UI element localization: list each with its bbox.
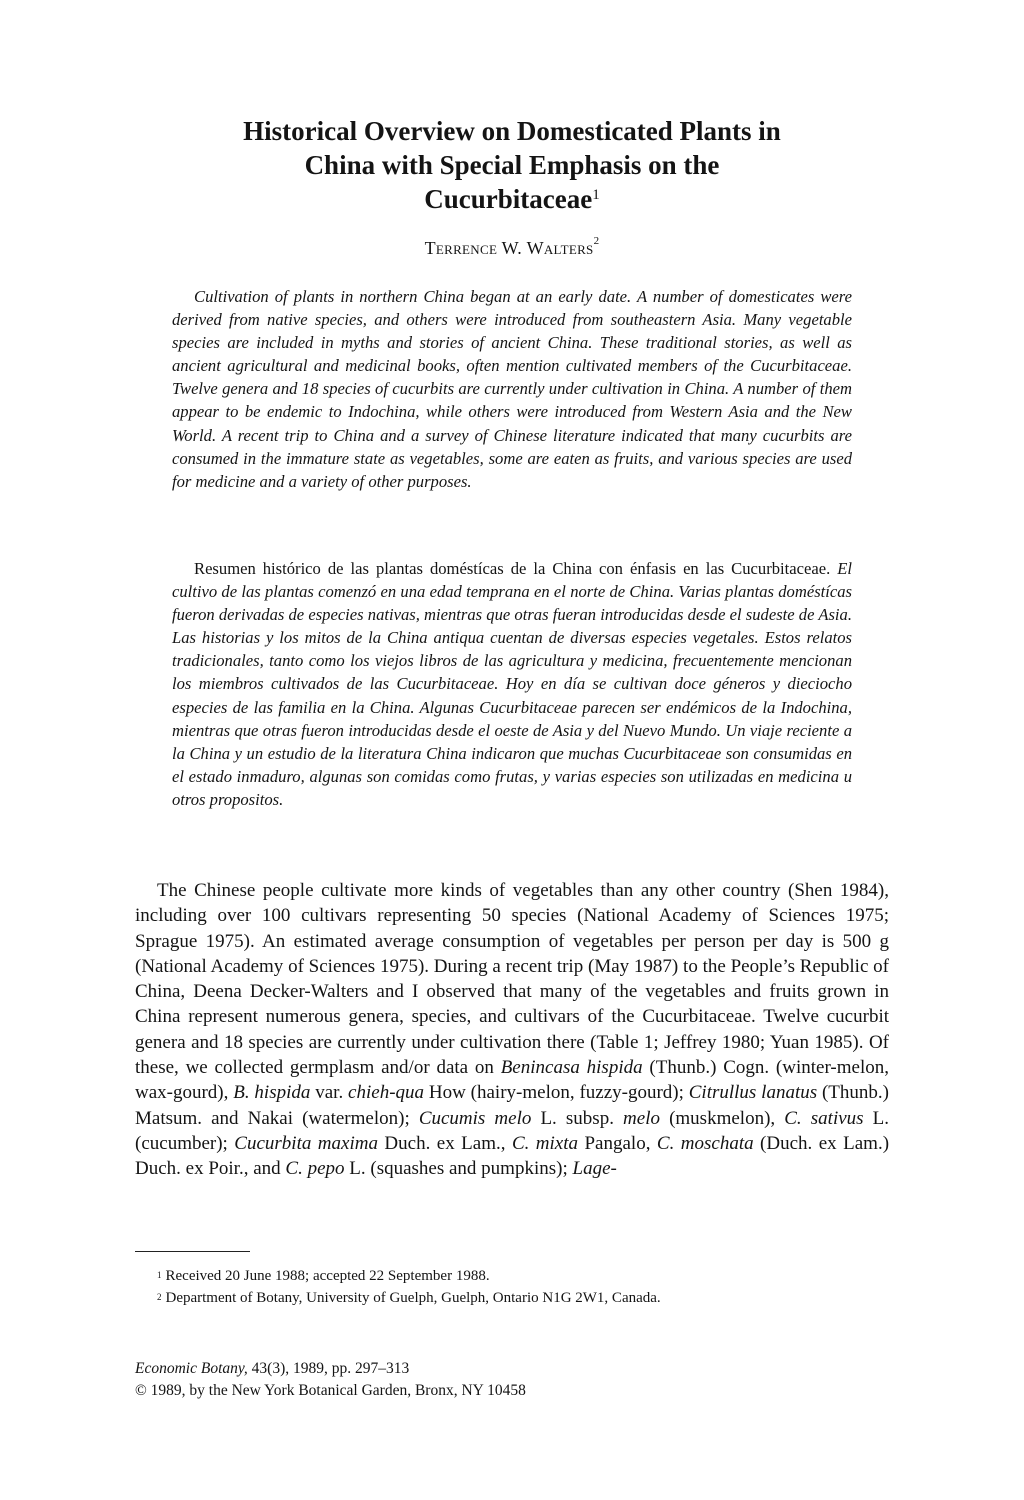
footnote-1 [157,1265,877,1287]
body-paragraph [135,878,889,1182]
species-name: C. pepo [285,1158,345,1180]
author-name: Terrence W. Walters [424,238,594,258]
species-name: Cucurbita maxima [234,1132,378,1154]
species-name: B. hispida [233,1082,311,1104]
body-text: L. subsp. [531,1107,624,1129]
footnotes [157,1265,877,1309]
species-name: C. moschata [656,1132,754,1154]
title-line-1: Historical Overview on Domesticated Plants in [243,116,781,146]
body-text: L. (squashes and pumpkins); [344,1158,573,1180]
copyright-line: © 1989, by the New York Botanical Garden, Bronx, NY 10458 [135,1382,526,1399]
abstract: Cultivation of plants in northern China began at an early date. A number of domesticates were derived from native species, and others were introduced from southeastern Asia. Many vegetable species are included in myths and stories of ancient China. These traditional stories, as well as ancient agricultural and medicinal books, often mention cultivated members of the Cucurbitaceae. Twelve genera and 18 species of cucurbits are currently under cultivation in China. A number of them appear to be endemic to Indochina, while others were introduced from Western Asia and the New World. A recent trip to China and a survey of Chinese literature indicated that many cucurbits are consumed in the immature state as vegetables, some are eaten as fruits, and various species are used for medicine and a variety of other purposes. [172,287,852,491]
footnote-text: Department of Botany, University of Guelph, Guelph, Ontario N1G 2W1, Canada. [165,1290,661,1306]
body-text: Duch. ex Lam., [377,1132,512,1154]
author-footnote-marker[interactable]: 2 [593,235,600,247]
resumen-text: El cultivo de las plantas comenzó en una edad temprana en el norte de China. Varias plantas doméstícas fueron derivadas de especies nativas, mientras que otras fueran introducidas desde el sudeste de Asia. Las historias y los mitos de la China antiqua cuentan de diversas especies vegetales. Estos relatos tradicionales, tanto como los viejos libros de las agricultura y medicina, frecuentemente mencionan los miembros cultivados de las Cucurbitaceae. Hoy en día se cultivan doce géneros y dieciocho especies de las familia en la China. Algunas Cucurbitaceae parecen ser endémicos de la Indochina, mientras que otras fueron introducidas desde el oeste de Asia y del Nuevo Mundo. Un viaje reciente a la China y un estudio de la literatura China indicaron que muchas Cucurbitaceae son consumidas en el estado inmaduro, algunas son comidas como frutas, y varias especies son utilizadas en medicina u otros propositos. [172,559,852,809]
species-name: Citrullus lanatus [688,1082,818,1104]
title-footnote-marker[interactable]: 1 [592,187,600,203]
species-name: chieh-qua [348,1082,425,1104]
body-text: (Duch. ex Lam.) Duch. ex Poir., and [135,1132,890,1180]
journal-name: Economic Botany, [135,1360,248,1377]
author-line [150,235,874,259]
body-text-1: The Chinese people cultivate more kinds of vegetables than any other country (Shen 1984), including over 100 cultivars representing 50 species (National Academy of Sciences 1975; Sprague 1975). An estimated average consumption of vegetables per person per day is 500 g (National Academy of Sciences 1975). During a recent trip (May 1987) to the People’s Republic of China, Deena Decker-Walters and I observed that many of the vegetables and fruits grown in China represent numerous genera, species, and cultivars of the Cucurbitaceae. Twelve cucurbit genera and 18 species are currently under cultivation there (Table 1; Jeffrey 1980; Yuan 1985). Of these, we collected germplasm and/or data on [135,880,889,1079]
footnote-2 [157,1287,877,1309]
body-text: (Thunb.) Cogn. (winter-melon, wax-gourd), [135,1057,889,1104]
journal-info [135,1358,855,1402]
species-name: Benincasa hispida [500,1057,643,1079]
journal-citation: 43(3), 1989, pp. 297–313 [247,1360,410,1377]
resumen-heading: Resumen histórico de las plantas doméstícas de la China con énfasis en las Cucurbitaceae. [194,559,831,578]
species-name: Cucumis melo [418,1107,532,1129]
journal-citation-line [135,1358,855,1380]
body-text: L. (cucumber); [135,1107,889,1154]
title-line-3: Cucurbitaceae [424,184,593,214]
article-title [150,114,874,216]
species-name: C. sativus [784,1107,864,1129]
body-text: (muskmelon), [659,1107,785,1129]
footnote-divider [135,1251,250,1252]
species-name: C. mixta [511,1132,579,1154]
body-text: (Thunb.) Matsum. and Nakai (watermelon); [135,1082,889,1129]
footnote-text: Received 20 June 1988; accepted 22 September 1988. [165,1268,490,1284]
body-text: Pangalo, [578,1132,657,1154]
body-text: var. [310,1082,349,1104]
resumen [172,557,852,811]
footnote-marker: 1 [157,1270,162,1280]
footnote-marker: 2 [157,1292,162,1302]
body-text: How (hairy-melon, fuzzy-gourd); [424,1082,689,1104]
species-name: melo [623,1107,660,1129]
title-line-2: China with Special Emphasis on the [304,150,720,180]
species-name: Lage- [572,1158,617,1180]
